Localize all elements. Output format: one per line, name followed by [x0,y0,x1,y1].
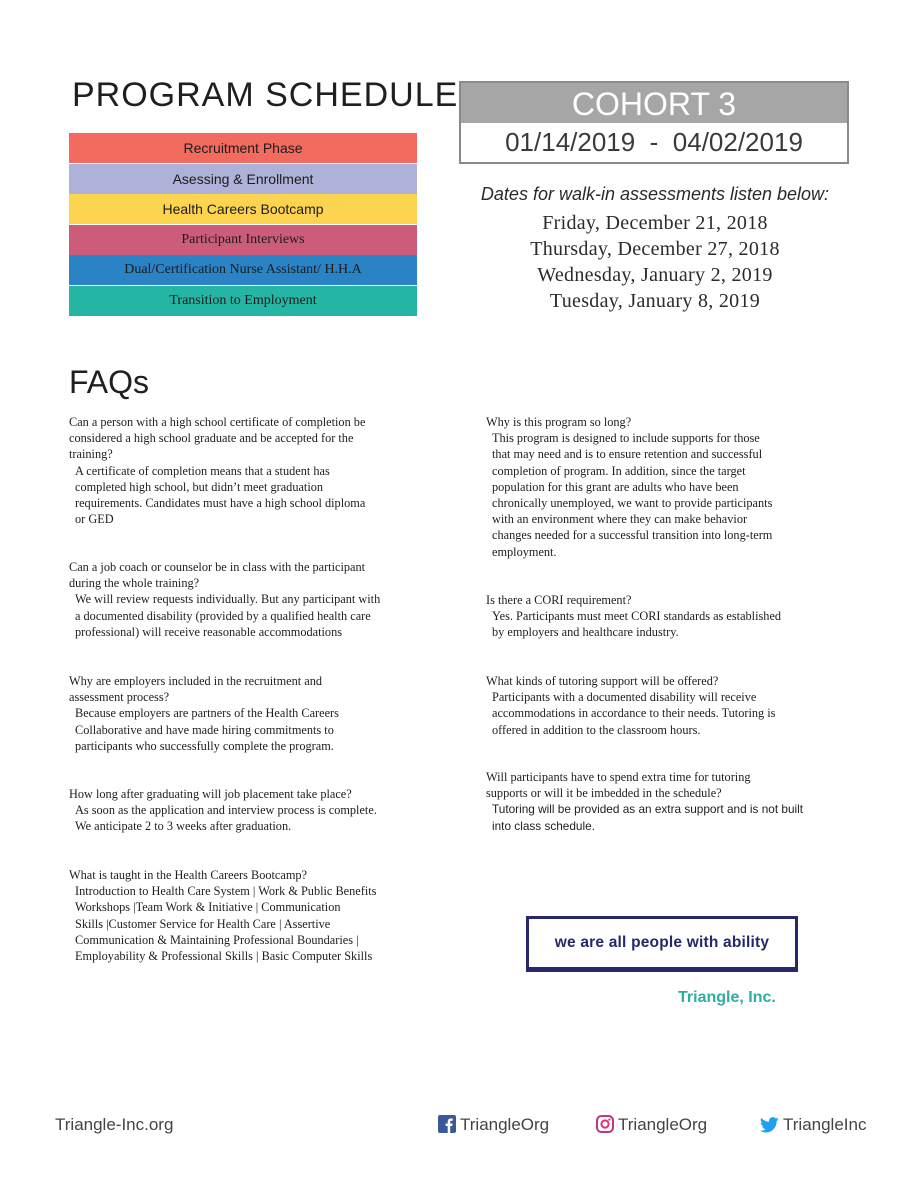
walkin-date: Wednesday, January 2, 2019 [537,264,773,286]
faq-item [69,559,449,640]
faq-question [486,673,856,689]
faq-item [69,673,449,754]
faq-question-line: Why are employers included in the recruitment and [69,674,323,688]
faq-answer [75,883,449,964]
faq-answer-line: Collaborative and have made hiring commitments to [75,722,334,737]
faq-question-line: Can a person with a high school certificate of completion be [69,415,366,429]
faq-item [486,769,856,834]
phase-recruitment: Recruitment Phase [69,133,417,163]
faq-question-line: Is there a CORI requirement? [486,593,632,607]
faq-question [486,592,856,608]
faq-answer-line: Because employers are partners of the Health Careers [75,706,339,721]
walkin-title: Dates for walk-in assessments listen below: [480,184,830,204]
faq-item [486,673,856,738]
walkin-date: Friday, December 21, 2018 [542,212,768,234]
faq-question-line: Can a job coach or counselor be in class with the participant [69,560,366,574]
phase-participant-interviews: Participant Interviews [69,225,417,255]
faq-answer [492,801,856,833]
faq-item [486,592,856,641]
faq-question [486,769,856,801]
faq-question [69,867,449,883]
faq-question-line: during the whole training? [69,576,200,591]
faq-answer [492,608,856,640]
faq-question-line: Will participants have to spend extra time for tutoring [486,770,751,784]
walkin-dates [455,210,855,314]
faq-answer-line: Participants with a documented disability will receive [492,690,757,705]
faq-question [486,414,856,430]
ability-badge: we are all people with ability [526,916,798,972]
faq-answer-line: changes needed for a successful transition into long-term [492,528,773,543]
faq-question-line: considered a high school graduate and be accepted for the [69,431,354,446]
faq-answer-line: population for this grant are adults who have been [492,479,739,494]
faq-answer-line: completion of program. In addition, since the target [492,463,746,478]
faq-item [486,414,856,560]
faq-answer-line: As soon as the application and interview process is complete. [75,803,377,818]
footer-facebook[interactable] [438,1115,549,1138]
phase-transition-employment: Transition to Employment [69,286,417,316]
phase-cna-hha: Dual/Certification Nurse Assistant/ H.H.A [69,255,417,285]
faq-answer-line: Introduction to Health Care System | Work & Public Benefits [75,884,377,899]
faq-answer-line: professional) will receive reasonable accommodations [75,624,343,639]
faq-item [69,786,449,835]
faq-answer-line: This program is designed to include supports for those [492,431,760,446]
faq-answer [492,430,856,560]
facebook-icon [438,1115,456,1138]
cohort-box [459,81,849,164]
faq-answer-line: A certificate of completion means that a student has [75,463,330,478]
footer-twitter-text[interactable]: TriangleInc [783,1115,867,1134]
faq-question-line: What is taught in the Health Careers Bootcamp? [69,868,308,882]
twitter-icon [760,1117,779,1138]
cohort-dates: 01/14/2019 - 04/02/2019 [505,127,803,157]
faq-question [69,673,449,705]
faq-answer-line: participants who successfully complete the program. [75,738,334,753]
faq-answer-line: Workshops |Team Work & Initiative | Communication [75,900,341,915]
faq-question [69,786,449,802]
faq-answer-line: We will review requests individually. But any participant with [75,592,381,607]
faq-answer-line: by employers and healthcare industry. [492,625,679,640]
faq-answer-line: offered in addition to the classroom hours. [492,722,701,737]
faq-question-line: training? [69,447,113,462]
phase-legend [69,133,417,316]
faq-answer-line: Communication & Maintaining Professional Boundaries | [75,932,359,947]
faq-answer-line: Tutoring will be provided as an extra support and is not built [492,802,804,817]
faq-question-line: assessment process? [69,690,170,705]
phase-health-careers-bootcamp: Health Careers Bootcamp [69,194,417,224]
faq-answer-line: chronically unemployed, we want to provide participants [492,496,773,511]
phase-assessing-enrollment: Asessing & Enrollment [69,164,417,194]
triangle-brand-logo: Triangle, Inc. [678,989,776,1006]
faq-answer-line: Skills |Customer Service for Health Care | Assertive [75,916,331,931]
footer-instagram[interactable] [596,1115,707,1138]
cohort-title: COHORT 3 [461,83,847,123]
footer-facebook-text[interactable]: TriangleOrg [460,1115,550,1134]
faq-answer [75,705,449,754]
walkin-date: Thursday, December 27, 2018 [530,238,780,260]
faq-question-line: What kinds of tutoring support will be offered? [486,674,719,688]
walkin-date: Tuesday, January 8, 2019 [549,290,761,312]
faq-answer [75,802,449,834]
faq-answer-line: into class schedule. [492,818,595,833]
faq-item [69,414,449,527]
faq-answer-line: requirements. Candidates must have a high school diploma [75,496,366,511]
faq-answer-line: We anticipate 2 to 3 weeks after graduation. [75,819,292,834]
faq-answer-line: Yes. Participants must meet CORI standards as established [492,609,782,624]
faq-answer-line: Employability & Professional Skills | Basic Computer Skills [75,949,373,964]
faq-answer-line: with an environment where they can make behavior [492,512,748,527]
faq-question-line: Why is this program so long? [486,415,632,429]
faq-question-line: How long after graduating will job placement take place? [69,787,352,801]
faq-answer-line: completed high school, but didn’t meet graduation [75,479,324,494]
faq-answer-line: employment. [492,544,557,559]
faq-answer-line: accommodations in accordance to their needs. Tutoring is [492,706,776,721]
faq-answer-line: a documented disability (provided by a qualified health care [75,608,371,623]
instagram-icon [596,1115,614,1138]
footer-website[interactable] [55,1115,173,1135]
faq-answer-line: that may need and is to ensure retention and successful [492,447,763,462]
faq-item [69,867,449,964]
footer-twitter[interactable] [760,1115,866,1138]
faq-answer-line: or GED [75,512,114,527]
faqs-title: FAQs [69,364,150,400]
faq-answer [75,463,449,528]
faq-question [69,559,449,591]
footer-website-text[interactable]: Triangle-Inc.org [55,1115,174,1134]
program-schedule-title: PROGRAM SCHEDULE [72,76,459,114]
footer-instagram-text[interactable]: TriangleOrg [618,1115,708,1134]
faq-answer [492,689,856,738]
faq-answer [75,591,449,640]
faq-question [69,414,449,463]
faq-question-line: supports or will it be imbedded in the schedule? [486,786,722,801]
